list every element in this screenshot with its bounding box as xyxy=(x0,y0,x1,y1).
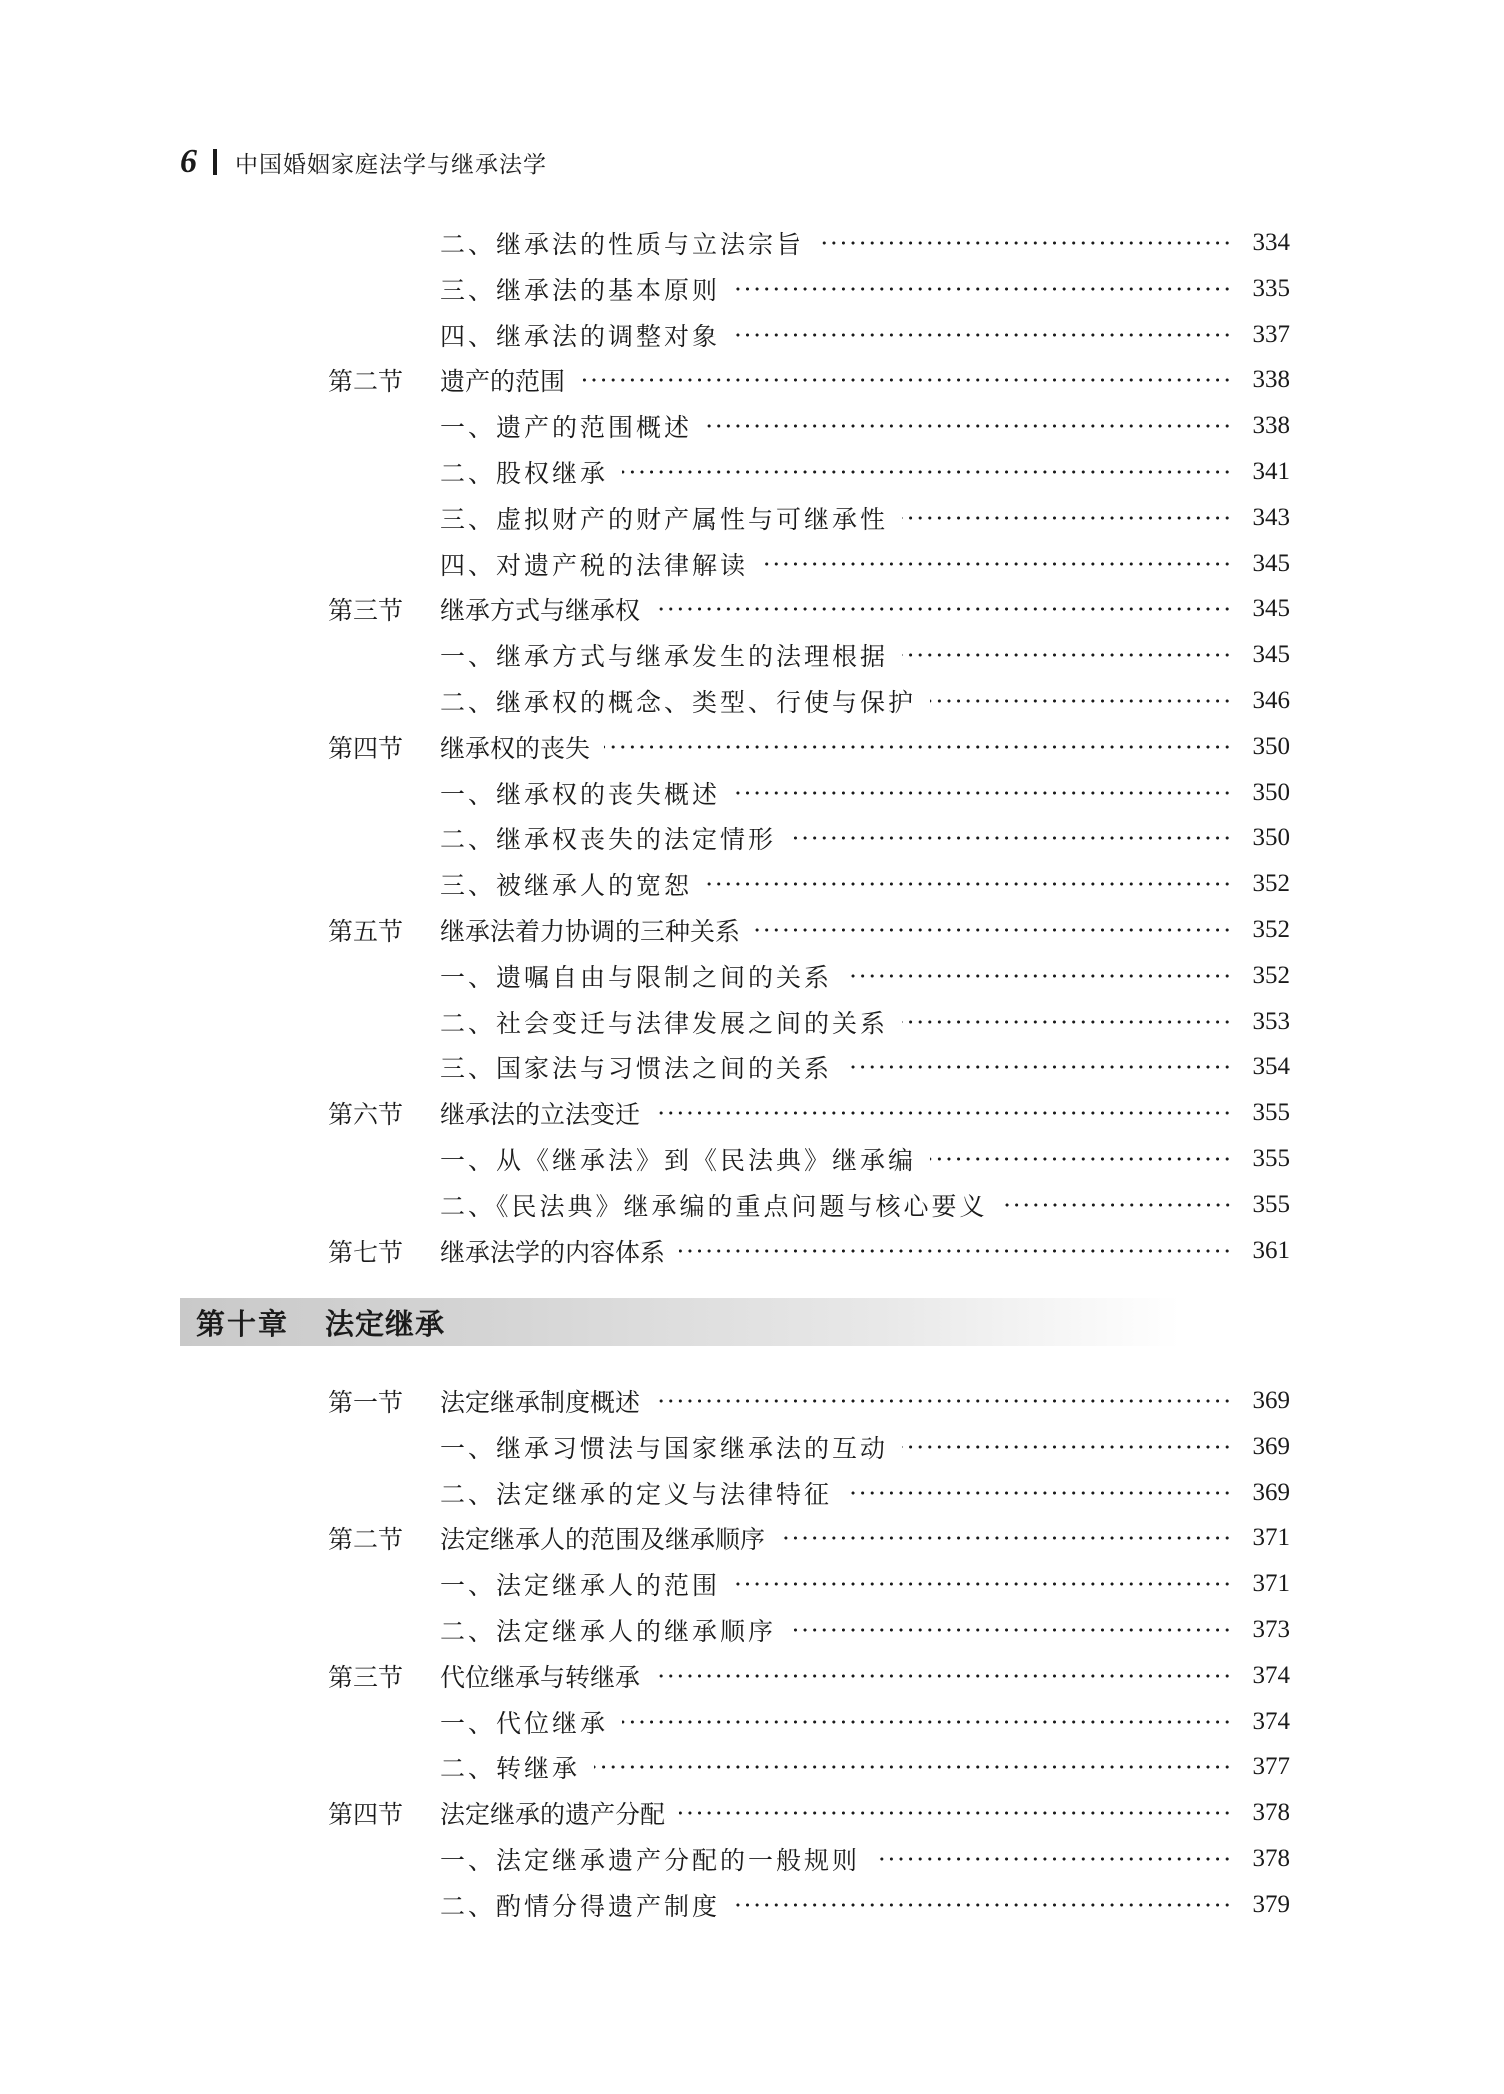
toc-entry xyxy=(440,589,1290,629)
page-ref: 350 xyxy=(1252,824,1290,852)
toc-entry xyxy=(440,1702,1290,1742)
toc-item-row[interactable] xyxy=(0,1839,1504,1879)
item-title: 一、代位继承 xyxy=(440,1708,609,1738)
toc-entry xyxy=(440,544,1290,584)
page-ref: 377 xyxy=(1252,1753,1290,1781)
dot-leader xyxy=(734,333,1232,337)
chapter-number: 第十章 xyxy=(196,1306,290,1341)
dot-leader xyxy=(846,1065,1232,1069)
toc-item-row[interactable] xyxy=(0,635,1504,675)
page-ref: 352 xyxy=(1252,870,1290,898)
toc-item-row[interactable] xyxy=(0,544,1504,584)
section-number: 第七节 xyxy=(328,1237,404,1267)
toc-entry xyxy=(440,1047,1290,1087)
page-ref: 371 xyxy=(1252,1570,1290,1598)
section-number: 第一节 xyxy=(328,1388,404,1417)
toc-section-row[interactable] xyxy=(0,727,1504,767)
section-number: 第三节 xyxy=(328,1662,404,1692)
section-title: 法定继承的遗产分配 xyxy=(440,1800,666,1830)
section-title: 继承方式与继承权 xyxy=(440,596,641,626)
toc-item-row[interactable] xyxy=(0,223,1504,263)
page-ref: 374 xyxy=(1252,1661,1290,1689)
toc-section-row[interactable] xyxy=(0,1093,1504,1133)
page-ref: 338 xyxy=(1252,366,1290,394)
item-title: 一、遗产的范围概述 xyxy=(440,413,693,443)
page-ref: 345 xyxy=(1252,549,1290,577)
dot-leader xyxy=(1002,1203,1232,1207)
toc-entry xyxy=(440,1381,1290,1421)
dot-leader xyxy=(734,1903,1232,1907)
toc-section-row[interactable] xyxy=(0,910,1504,950)
dot-leader xyxy=(874,1857,1232,1861)
page-ref: 378 xyxy=(1252,1799,1290,1827)
toc-entry xyxy=(440,223,1290,263)
toc-entry xyxy=(440,1093,1290,1133)
toc-entry xyxy=(440,269,1290,309)
item-title: 三、虚拟财产的财产属性与可继承性 xyxy=(440,504,889,534)
toc-entry xyxy=(440,956,1290,996)
page-ref: 361 xyxy=(1252,1236,1290,1264)
page-ref: 354 xyxy=(1252,1053,1290,1081)
page-ref: 369 xyxy=(1252,1478,1290,1506)
page-ref: 369 xyxy=(1252,1387,1290,1414)
item-title: 四、对遗产税的法律解读 xyxy=(440,550,749,580)
item-title: 三、国家法与习惯法之间的关系 xyxy=(440,1054,833,1084)
item-title: 二、法定继承人的继承顺序 xyxy=(440,1617,777,1646)
toc-entry xyxy=(440,1518,1290,1558)
toc-item-row[interactable] xyxy=(0,452,1504,492)
toc-entry xyxy=(440,773,1290,813)
item-title: 二、继承权丧失的法定情形 xyxy=(440,825,777,855)
dot-leader xyxy=(734,287,1232,291)
toc-item-row[interactable] xyxy=(0,864,1504,904)
page-ref: 355 xyxy=(1252,1190,1290,1218)
toc-section-row[interactable] xyxy=(0,360,1504,400)
dot-leader xyxy=(679,1249,1232,1253)
item-title: 二、继承法的性质与立法宗旨 xyxy=(440,230,805,259)
item-title: 二、股权继承 xyxy=(440,459,609,488)
toc-entry xyxy=(440,1564,1290,1604)
page-ref: 343 xyxy=(1252,503,1290,531)
section-title: 遗产的范围 xyxy=(440,367,566,397)
toc-entry xyxy=(440,818,1290,858)
section-number: 第三节 xyxy=(328,596,404,626)
toc-entry xyxy=(440,1231,1290,1271)
page-ref: 352 xyxy=(1252,916,1290,943)
toc-item-row[interactable] xyxy=(0,1564,1504,1604)
dot-leader xyxy=(734,791,1232,795)
toc-entry xyxy=(440,1139,1290,1179)
item-title: 一、继承权的丧失概述 xyxy=(440,779,721,809)
section-title: 代位继承与转继承 xyxy=(440,1662,641,1692)
dot-leader xyxy=(604,745,1232,749)
item-title: 二、转继承 xyxy=(440,1754,581,1784)
page-ref: 345 xyxy=(1252,595,1290,623)
toc-entry xyxy=(440,727,1290,767)
page-ref: 355 xyxy=(1252,1145,1290,1172)
toc-item-row[interactable] xyxy=(0,1610,1504,1650)
toc-entry xyxy=(440,681,1290,721)
page-ref: 334 xyxy=(1252,229,1290,256)
dot-leader xyxy=(790,1628,1232,1632)
dot-leader xyxy=(902,516,1232,520)
dot-leader xyxy=(706,424,1232,428)
toc-item-row[interactable] xyxy=(0,269,1504,309)
dot-leader xyxy=(734,1582,1232,1586)
section-title: 继承权的丧失 xyxy=(440,733,591,763)
page-ref: 346 xyxy=(1252,687,1290,714)
dot-leader xyxy=(790,836,1232,840)
section-number: 第四节 xyxy=(328,1800,404,1830)
dot-leader xyxy=(930,699,1232,703)
dot-leader xyxy=(654,1111,1232,1115)
toc-entry xyxy=(440,406,1290,446)
item-title: 一、法定继承遗产分配的一般规则 xyxy=(440,1846,861,1875)
toc-entry xyxy=(440,864,1290,904)
toc-entry xyxy=(440,1473,1290,1513)
dot-leader xyxy=(622,470,1232,474)
dot-leader xyxy=(706,882,1232,886)
page-ref: 345 xyxy=(1252,641,1290,669)
item-title: 二、《民法典》继承编的重点问题与核心要义 xyxy=(440,1191,988,1221)
item-title: 三、继承法的基本原则 xyxy=(440,275,721,305)
toc-entry xyxy=(440,1656,1290,1696)
section-title: 继承法着力协调的三种关系 xyxy=(440,917,741,946)
toc-item-row[interactable] xyxy=(0,315,1504,355)
toc-section-row[interactable] xyxy=(0,1518,1504,1558)
dot-leader xyxy=(762,562,1232,566)
item-title: 一、继承习惯法与国家继承法的互动 xyxy=(440,1433,889,1463)
page-ref: 353 xyxy=(1252,1007,1290,1035)
page-number: 6 xyxy=(180,143,197,180)
page-ref: 373 xyxy=(1252,1616,1290,1643)
chapter-heading xyxy=(180,1298,1180,1346)
item-title: 一、遗嘱自由与限制之间的关系 xyxy=(440,962,833,992)
section-title: 继承法的立法变迁 xyxy=(440,1100,641,1130)
page-ref: 350 xyxy=(1252,732,1290,760)
toc-item-row[interactable] xyxy=(0,1885,1504,1925)
toc-section-row[interactable] xyxy=(0,1656,1504,1696)
item-title: 四、继承法的调整对象 xyxy=(440,321,721,351)
item-title: 一、继承方式与继承发生的法理根据 xyxy=(440,642,889,672)
dot-leader xyxy=(754,928,1232,932)
item-title: 三、被继承人的宽恕 xyxy=(440,871,693,901)
dot-leader xyxy=(654,1674,1232,1678)
toc-item-row[interactable] xyxy=(0,1747,1504,1787)
toc-entry xyxy=(440,315,1290,355)
page-ref: 338 xyxy=(1252,412,1290,440)
page-ref: 337 xyxy=(1252,320,1290,348)
toc-section-row[interactable] xyxy=(0,1231,1504,1271)
toc-item-row[interactable] xyxy=(0,498,1504,538)
dot-leader xyxy=(654,607,1232,611)
toc-entry xyxy=(440,1793,1290,1833)
toc-item-row[interactable] xyxy=(0,1047,1504,1087)
toc-entry xyxy=(440,498,1290,538)
toc-section-row[interactable] xyxy=(0,1381,1504,1421)
dot-leader xyxy=(846,974,1232,978)
chapter-title: 法定继承 xyxy=(325,1306,446,1341)
dot-leader xyxy=(902,653,1232,657)
dot-leader xyxy=(902,1020,1232,1024)
section-number: 第二节 xyxy=(328,367,404,397)
section-number: 第六节 xyxy=(328,1100,404,1130)
page-ref: 378 xyxy=(1252,1845,1290,1872)
dot-leader xyxy=(622,1720,1232,1724)
dot-leader xyxy=(579,378,1232,382)
item-title: 二、酌情分得遗产制度 xyxy=(440,1891,721,1921)
toc-entry xyxy=(440,1610,1290,1650)
section-number: 第四节 xyxy=(328,733,404,763)
toc-item-row[interactable] xyxy=(0,956,1504,996)
book-title: 中国婚姻家庭法学与继承法学 xyxy=(235,151,547,178)
page-ref: 369 xyxy=(1252,1432,1290,1460)
page-ref: 350 xyxy=(1252,778,1290,806)
toc-section-row[interactable] xyxy=(0,589,1504,629)
dot-leader xyxy=(594,1765,1232,1769)
section-number: 第二节 xyxy=(328,1525,404,1555)
page-ref: 371 xyxy=(1252,1524,1290,1552)
toc-item-row[interactable] xyxy=(0,773,1504,813)
toc-item-row[interactable] xyxy=(0,1427,1504,1467)
toc-item-row[interactable] xyxy=(0,818,1504,858)
dot-leader xyxy=(902,1445,1232,1449)
toc-entry xyxy=(440,1747,1290,1787)
toc-entry xyxy=(440,910,1290,950)
section-number: 第五节 xyxy=(328,917,404,946)
item-title: 二、法定继承的定义与法律特征 xyxy=(440,1479,833,1509)
page-ref: 355 xyxy=(1252,1099,1290,1127)
page-ref: 379 xyxy=(1252,1890,1290,1918)
toc-entry xyxy=(440,1427,1290,1467)
toc-item-row[interactable] xyxy=(0,1185,1504,1225)
item-title: 一、法定继承人的范围 xyxy=(440,1571,721,1601)
toc-item-row[interactable] xyxy=(0,1473,1504,1513)
item-title: 二、继承权的概念、类型、行使与保护 xyxy=(440,688,917,717)
toc-item-row[interactable] xyxy=(0,1002,1504,1042)
dot-leader xyxy=(930,1157,1232,1161)
section-title: 法定继承制度概述 xyxy=(440,1388,641,1417)
toc-item-row[interactable] xyxy=(0,681,1504,721)
page-ref: 374 xyxy=(1252,1707,1290,1735)
section-title: 法定继承人的范围及继承顺序 xyxy=(440,1525,766,1555)
toc-entry xyxy=(440,1185,1290,1225)
toc-entry xyxy=(440,360,1290,400)
toc-item-row[interactable] xyxy=(0,406,1504,446)
toc-entry xyxy=(440,452,1290,492)
item-title: 一、从《继承法》到《民法典》继承编 xyxy=(440,1146,917,1175)
page-ref: 335 xyxy=(1252,274,1290,302)
page-ref: 352 xyxy=(1252,961,1290,989)
toc-entry xyxy=(440,1839,1290,1879)
toc-entry xyxy=(440,635,1290,675)
toc-entry xyxy=(440,1002,1290,1042)
item-title: 二、社会变迁与法律发展之间的关系 xyxy=(440,1008,889,1038)
dot-leader xyxy=(779,1536,1232,1540)
page-ref: 341 xyxy=(1252,458,1290,485)
toc-entry xyxy=(440,1885,1290,1925)
toc-item-row[interactable] xyxy=(0,1702,1504,1742)
dot-leader xyxy=(818,241,1232,245)
dot-leader xyxy=(654,1399,1232,1403)
dot-leader xyxy=(679,1811,1232,1815)
section-title: 继承法学的内容体系 xyxy=(440,1237,666,1267)
toc-section-row[interactable] xyxy=(0,1793,1504,1833)
dot-leader xyxy=(846,1491,1232,1495)
toc-item-row[interactable] xyxy=(0,1139,1504,1179)
